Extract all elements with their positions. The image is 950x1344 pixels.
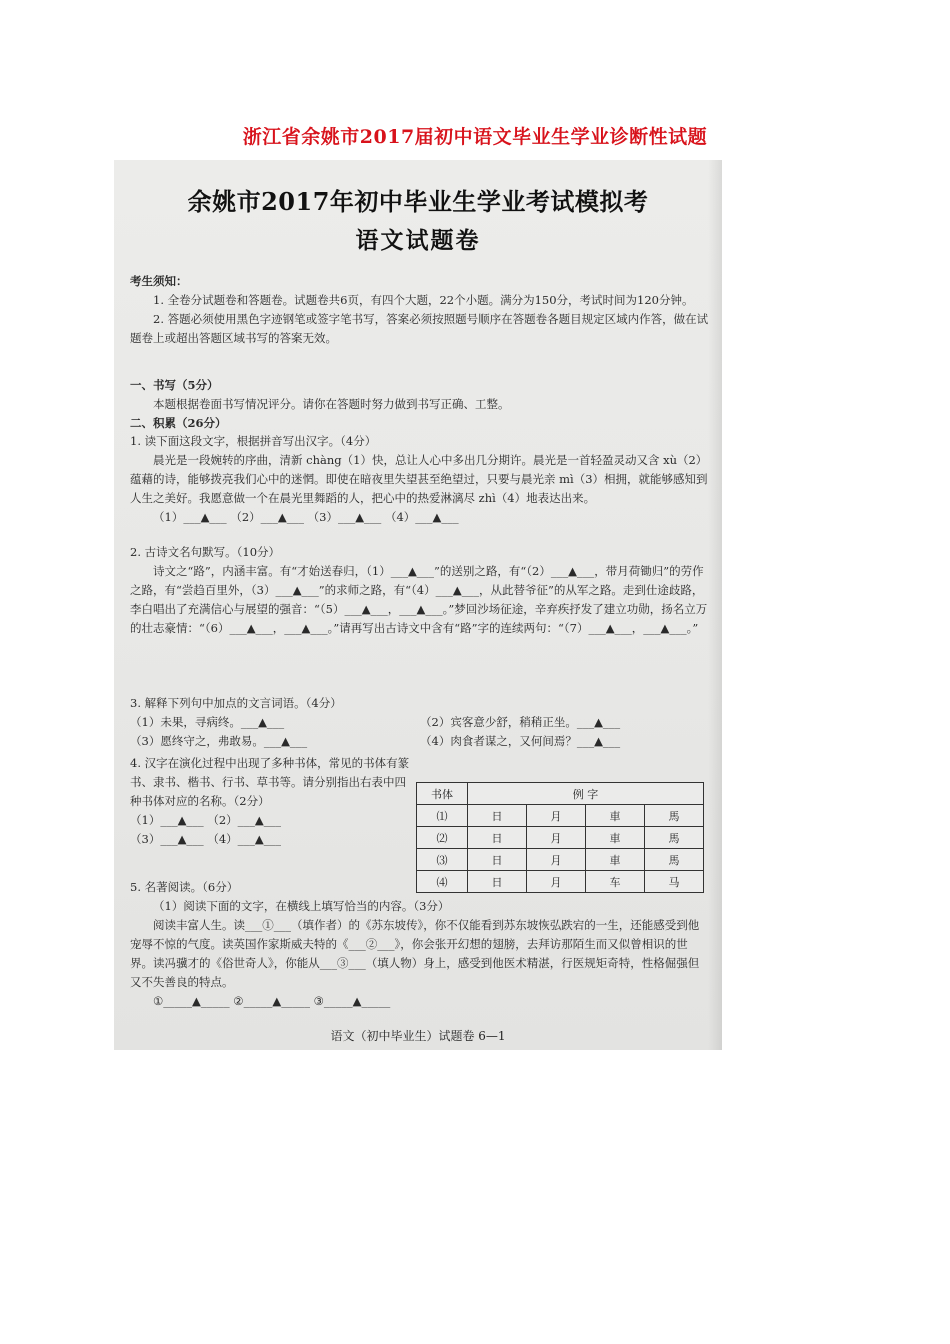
notice-heading: 考生须知： [130, 274, 188, 288]
section-1-heading: 一、书写（5分） [130, 378, 219, 392]
section-2-heading: 二、积累（26分） [130, 416, 227, 430]
scanned-exam-page [114, 160, 722, 1050]
q5-passage: 阅读丰富人生。读___①___（填作者）的《苏东坡传》，你不仅能看到苏东坡恢弘跌宕的一生，还能感受到他宠辱不惊的气度。读英国作家斯威夫特的《___②___》，你会张开幻想的翅膀，去拜访那陌生而又似曾相识的世界。读冯骥才的《俗世奇人》，你能从___③___（填人物）身上，感受到他医术精湛，行医规矩奇特，性格倔强但又不失善良的特点。 [130, 918, 700, 989]
table-header-style: 书体 [417, 783, 468, 805]
section-writing [130, 376, 710, 433]
table-cell: 月 [527, 827, 586, 849]
table-cell: 车 [586, 871, 645, 893]
q3-item-2: （2）宾客意少舒，稍稍正坐。___▲___ [420, 715, 621, 729]
table-row [417, 805, 704, 827]
exam-subtitle: 语文试题卷 [355, 227, 481, 254]
document-title: 浙江省余姚市2017届初中语文毕业生学业诊断性试题 [242, 126, 708, 148]
question-1 [130, 432, 710, 527]
q4-prompt: 4. 汉字在演化过程中出现了多种书体，常见的书体有篆书、隶书、楷书、行书、草书等。请分别指出右表中四种书体对应的名称。（2分） [130, 756, 410, 808]
q1-passage: 晨光是一段婉转的序曲，清新 chàng（1）快，总让人心中多出几分期许。晨光是一首轻盈灵动又含 xù（2）蕴藉的诗，能够拨亮我们心中的迷惘。即使在暗夜里失望甚至绝望过，只要与晨光亲 mì（3）相拥，就能够感知到人生之美好。我愿意做一个在晨光里舞蹈的人，把心中的热爱淋漓尽 zhì（4）地表达出来。 [130, 453, 708, 505]
table-cell: 日 [468, 827, 527, 849]
q1-answer-blanks: （1）___▲___ （2）___▲___ （3）___▲___ （4）___▲___ [153, 510, 459, 524]
table-header-row [417, 783, 704, 805]
table-row [417, 827, 704, 849]
table-cell: 馬 [645, 849, 704, 871]
q4-answers-row-1: （1）___▲___ （2）___▲___ [130, 813, 281, 827]
page-footer: 语文（初中毕业生）试题卷 6—1 [330, 1029, 506, 1043]
q3-row-2 [130, 732, 710, 751]
q4-answers-row-2: （3）___▲___ （4）___▲___ [130, 832, 281, 846]
q5-heading: 5. 名著阅读。（6分） [130, 880, 239, 894]
exam-title: 余姚市2017年初中毕业生学业考试模拟考 [187, 187, 649, 216]
table-cell: 月 [527, 871, 586, 893]
table-row-id: ⑶ [417, 849, 468, 871]
table-header-examples: 例 字 [468, 783, 704, 805]
table-cell: 車 [586, 805, 645, 827]
table-row-id: ⑷ [417, 871, 468, 893]
table-cell: 馬 [645, 805, 704, 827]
table-cell: 馬 [645, 827, 704, 849]
q2-heading: 2. 古诗文名句默写。（10分） [130, 545, 281, 559]
table-cell: 日 [468, 849, 527, 871]
q5-answer-blanks: ①_____▲_____ ②_____▲_____ ③_____▲_____ [153, 994, 391, 1008]
table-cell: 車 [586, 849, 645, 871]
notice-item-1: 1. 全卷分试题卷和答题卷。试题卷共6页，有四个大题，22个小题。满分为150分，考试时间为120分钟。 [153, 293, 694, 307]
section-1-body: 本题根据卷面书写情况评分。请你在答题时努力做到书写正确、工整。 [153, 397, 510, 411]
q3-row-1 [130, 713, 710, 732]
notice-block [130, 272, 710, 348]
question-5 [130, 878, 710, 1011]
table-row-id: ⑵ [417, 827, 468, 849]
table-row-id: ⑴ [417, 805, 468, 827]
question-2 [130, 543, 710, 638]
table-cell: 马 [645, 871, 704, 893]
q2-passage: 诗文之“路”，内涵丰富。有“才始送春归，（1）___▲___”的送别之路，有“（2）___▲___，带月荷锄归”的劳作之路，有“尝趋百里外，（3）___▲___”的求师之路，有“（4）___▲___，从此替爷征”的从军之路。走到仕途歧路，李白唱出了充满信心与展望的强音：“（5）___▲___，___▲___。”梦回沙场征途，辛弃疾抒发了建立功勋，扬名立万的壮志豪情：“（6）___▲___，___▲___。”请再写出古诗文中含有“路”字的连续两句：“（7）___▲___，___▲___。” [130, 564, 708, 635]
table-row [417, 849, 704, 871]
table-cell: 日 [468, 871, 527, 893]
table-cell: 日 [468, 805, 527, 827]
table-cell: 月 [527, 849, 586, 871]
table-cell: 月 [527, 805, 586, 827]
q3-heading: 3. 解释下列句中加点的文言词语。（4分） [130, 696, 342, 710]
q3-item-3: （3）愿终守之，弗敢易。___▲___ [130, 734, 308, 748]
question-4 [130, 754, 410, 849]
question-3 [130, 694, 710, 751]
table-cell: 車 [586, 827, 645, 849]
q5-subheading: （1）阅读下面的文字，在横线上填写恰当的内容。（3分） [153, 899, 450, 913]
q3-item-4: （4）肉食者谋之，又何间焉？___▲___ [420, 734, 621, 748]
scan-edge-shadow [708, 160, 722, 1050]
script-style-table [416, 782, 704, 893]
notice-item-2: 2. 答题必须使用黑色字迹钢笔或签字笔书写，答案必须按照题号顺序在答题卷各题目规定区域内作答，做在试题卷上或超出答题区域书写的答案无效。 [130, 312, 709, 345]
q3-item-1: （1）未果，寻病终。___▲___ [130, 715, 285, 729]
q1-heading: 1. 读下面这段文字，根据拼音写出汉字。（4分） [130, 434, 377, 448]
